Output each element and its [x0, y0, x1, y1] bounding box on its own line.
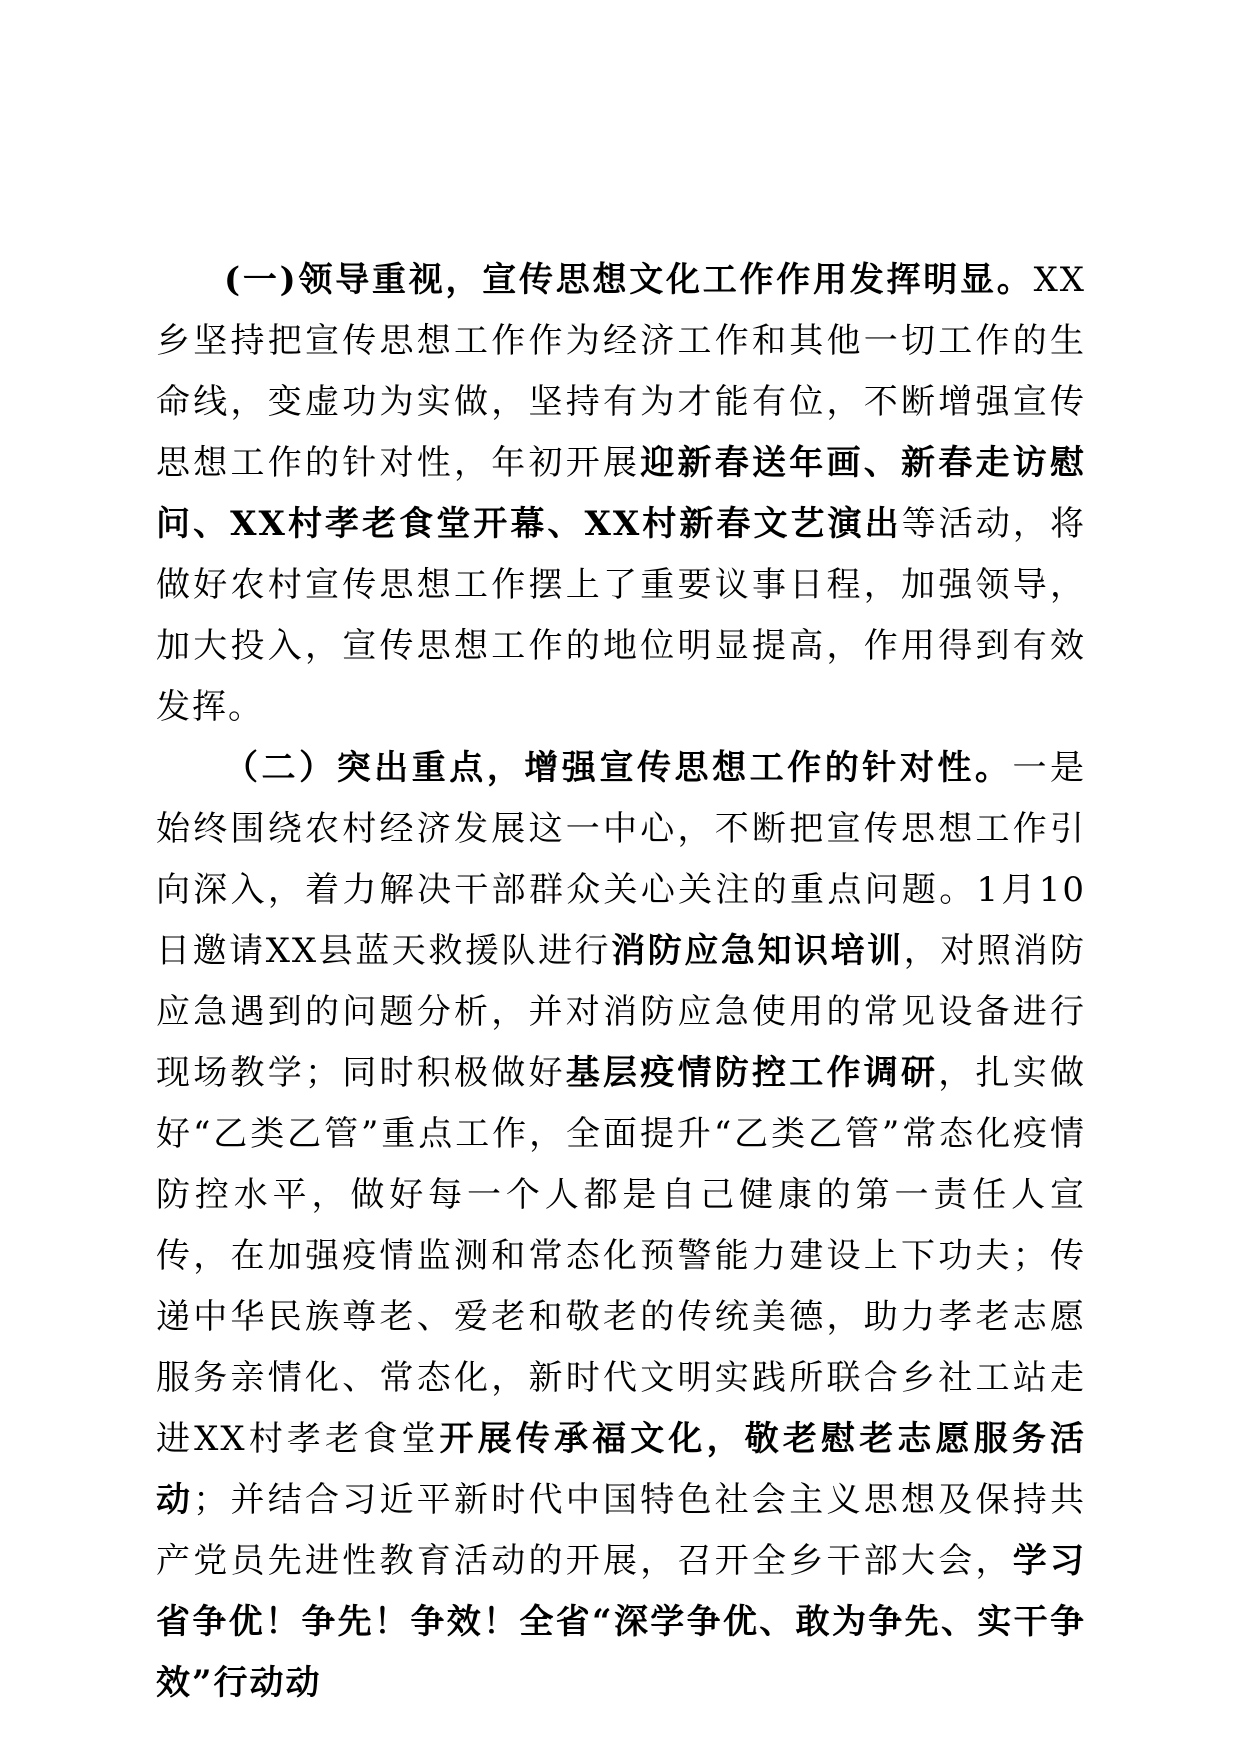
text-segment: 一是始终围绕农村经济发展这一中心，不断把宣传思想工作引向深入，着力解决干部群众关心关注的重点问题。1月10日邀请XX县蓝天救援队进行 [156, 748, 1086, 971]
section-heading-2: （二）突出重点，增强宣传思想工作的针对性。 [224, 748, 1013, 788]
highlighted-volunteer-activity: 开展传承福文化，敬老慰老志愿服务活动 [156, 1419, 1086, 1520]
highlighted-training: 消防应急知识培训 [611, 931, 904, 971]
section-heading-1: (一)领导重视，宣传思想文化工作作用发挥明显。 [224, 260, 1034, 300]
paragraph-1 [156, 250, 1086, 738]
highlighted-activities: 迎新春送年画、新春走访慰问、XX村孝老食堂开幕、XX村新春文艺演出 [156, 443, 1086, 544]
document-body [156, 250, 1086, 1714]
text-segment: XX乡坚持把宣传思想工作作为经济工作和其他一切工作的生命线，变虚功为实做，坚持有为才能有位，不断增强宣传思想工作的针对性，年初开展 [156, 260, 1086, 483]
text-segment: ，扎实做好“乙类乙管”重点工作，全面提升“乙类乙管”常态化疫情防控水平，做好每一个人都是自己健康的第一责任人宣传，在加强疫情监测和常态化预警能力建设上下功夫；传递中华民族尊老、爱老和敬老的传统美德，助力孝老志愿服务亲情化、常态化，新时代文明实践所联合乡社工站走进XX村孝老食堂 [156, 1053, 1086, 1459]
text-segment: 等活动，将做好农村宣传思想工作摆上了重要议事日程，加强领导，加大投入，宣传思想工作的地位明显提高，作用得到有效发挥。 [156, 504, 1086, 727]
text-segment: ；并结合习近平新时代中国特色社会主义思想及保持共产党员先进性教育活动的开展，召开全乡干部大会， [156, 1480, 1086, 1581]
highlighted-campaign: 学习省争优！争先！争效！全省“深学争优、敢为争先、实干争效”行动动 [156, 1541, 1086, 1703]
highlighted-research: 基层疫情防控工作调研 [565, 1053, 939, 1093]
paragraph-2 [156, 738, 1086, 1714]
text-segment: ，对照消防应急遇到的问题分析，并对消防应急使用的常见设备进行现场教学；同时积极做好 [156, 931, 1086, 1093]
